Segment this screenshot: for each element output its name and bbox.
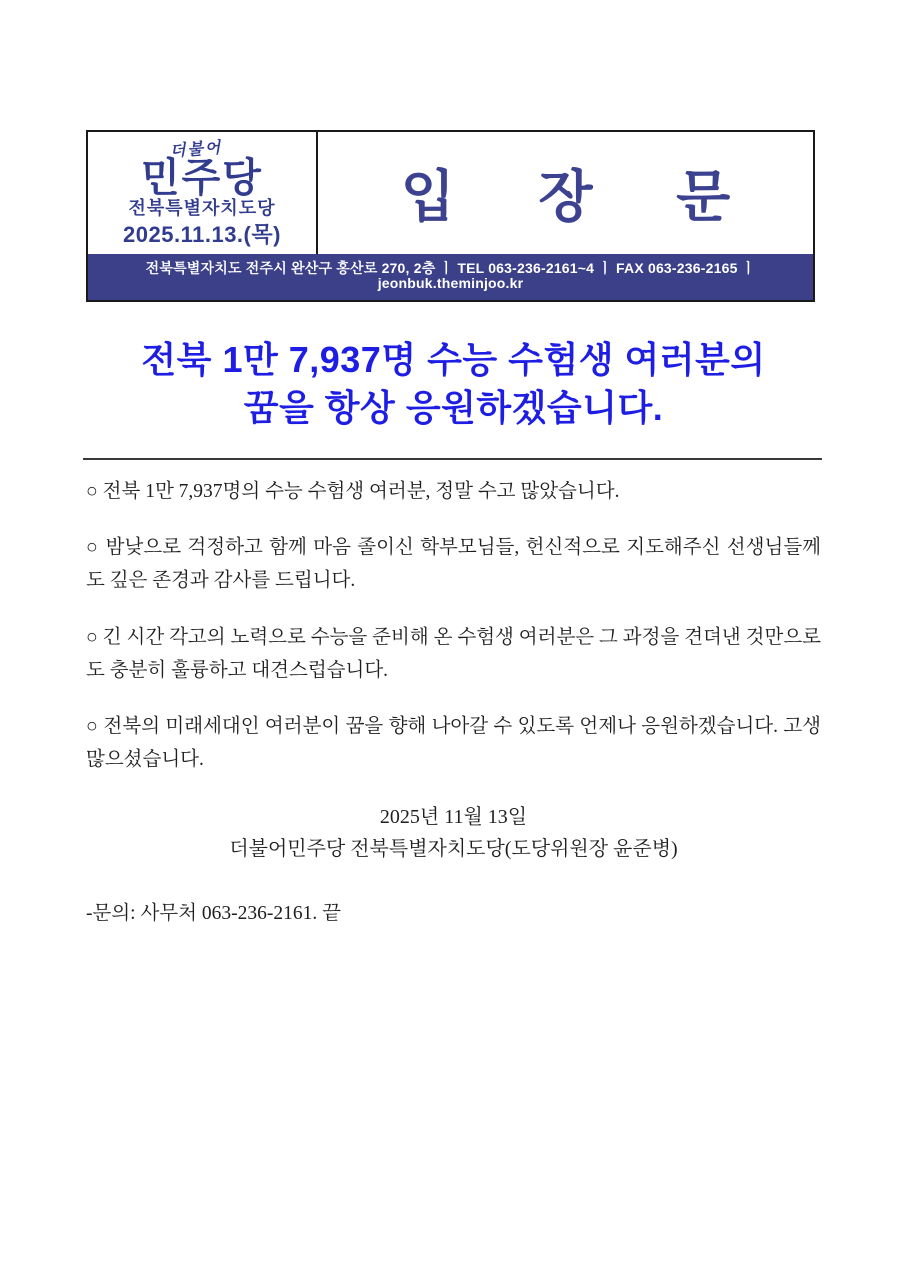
paragraph-4: ○ 전북의 미래세대인 여러분이 꿈을 향해 나아갈 수 있도록 언제나 응원하겠습니다. 고생 많으셨습니다. bbox=[86, 716, 821, 771]
document-date: 2025.11.13.(목) bbox=[123, 222, 281, 248]
title-divider bbox=[83, 458, 822, 460]
statement-body bbox=[86, 476, 821, 777]
statement-title bbox=[86, 336, 821, 432]
party-logo-name: 민주당 bbox=[141, 155, 263, 200]
contact-note: -문의: 사무처 063-236-2161. 끝 bbox=[86, 902, 341, 924]
party-chapter-name: 전북특별자치도당 bbox=[128, 197, 276, 218]
letterhead-box bbox=[88, 132, 813, 254]
address-bar: 전북특별자치도 전주시 완산구 홍산로 270, 2층 ㅣ TEL 063-236-2161~4 ㅣ FAX 063-236-2165 ㅣ jeonbuk.theminjoo.kr bbox=[88, 254, 813, 300]
signoff-org: 더불어민주당 전북특별자치도당(도당위원장 윤준병) bbox=[229, 837, 678, 860]
party-logo bbox=[88, 132, 318, 254]
signoff-block bbox=[86, 801, 821, 865]
paragraph-3: ○ 긴 시간 각고의 노력으로 수능을 준비해 온 수험생 여러분은 그 과정을 견뎌낸 것만으로도 충분히 훌륭하고 대견스럽습니다. bbox=[86, 626, 821, 681]
signoff-date: 2025년 11월 13일 bbox=[379, 805, 528, 828]
paragraph-2: ○ 밤낮으로 걱정하고 함께 마음 졸이신 학부모님들, 헌신적으로 지도해주신 선생님들께도 깊은 존경과 감사를 드립니다. bbox=[86, 537, 821, 592]
document-type-title: 입 장 문 bbox=[400, 165, 765, 228]
statement-title-line2: 꿈을 항상 응원하겠습니다. bbox=[243, 386, 664, 428]
statement-title-line1: 전북 1만 7,937명 수능 수험생 여러분의 bbox=[141, 338, 766, 380]
paragraph-1: ○ 전북 1만 7,937명의 수능 수험생 여러분, 정말 수고 많았습니다. bbox=[86, 480, 620, 502]
letterhead bbox=[86, 130, 815, 302]
party-logo-script: 더불어 bbox=[169, 139, 223, 160]
